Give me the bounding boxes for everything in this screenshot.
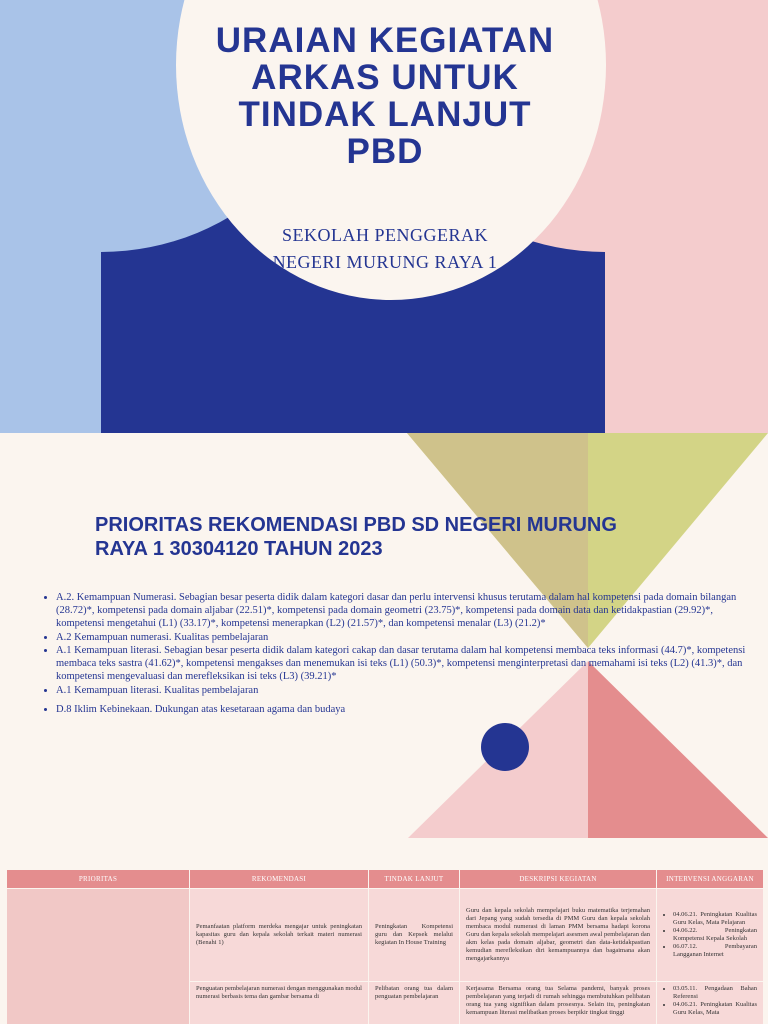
subtitle-line-1: SEKOLAH PENGGERAK — [282, 225, 488, 245]
priority-title: PRIORITAS REKOMENDASI PBD SD NEGERI MURUNG RAYA 1 30304120 TAHUN 2023 — [95, 514, 617, 560]
table-header-row — [7, 870, 763, 888]
priority-item: • A.2 Kemampuan numerasi. Kualitas pembelajaran — [56, 631, 761, 644]
priority-slide — [0, 433, 768, 863]
rekomendasi-cell: Penguatan pembelajaran numerasi dengan menggunakan modul numerasi berbasis tema dan gambar bersama di — [190, 982, 368, 1024]
pink-panel-right — [605, 0, 768, 433]
priority-item: • A.1 Kemampuan literasi. Sebagian besar peserta didik dalam kategori cakap dan dasar terutama dalam hal kompetensi membaca teks informasi (44.7)*, kompetensi membaca teks sastra (41.62)*, kompetensi mengakses dan menemukan isi teks (L1) (50.3)*, kompetensi menginterpretasi dan memahami isi teks (L2) (41.3)*, dan kompetensi mengevaluasi dan merefleksikan isi teks (L3) (39.21)* — [56, 644, 761, 684]
intervensi-item: • 04.06.21. Peningkatan Kualitas Guru Kelas, Mata Pelajaran — [673, 911, 757, 927]
activity-table — [6, 869, 764, 1024]
tindak-lanjut-cell: Peningkatan Kompetensi guru dan Kepsek melalui kegiatan In House Training — [369, 889, 459, 981]
rekomendasi-cell: Pemanfaatan platform merdeka mengajar untuk peningkatan kapasitas guru dan kepala sekolah terkait materi numerasi (Benahi 1) — [190, 889, 368, 981]
title-slide — [0, 0, 768, 433]
slide-subtitle — [200, 222, 570, 276]
header-rekomendasi: REKOMENDASI — [190, 870, 368, 888]
subtitle-line-2: NEGERI MURUNG RAYA 1 — [272, 252, 498, 272]
header-intervensi: INTERVENSI ANGGARAN — [657, 870, 763, 888]
intervensi-item: • 04.06.22. Peningkatan Kompetensi Kepala Sekolah — [673, 927, 757, 943]
header-tindak-lanjut: TINDAK LANJUT — [369, 870, 459, 888]
priority-item: • A.1 Kemampuan literasi. Kualitas pembelajaran — [56, 684, 761, 697]
intervensi-item: • 03.05.11. Pengadaan Bahan Referensi — [673, 985, 757, 1001]
tindak-lanjut-cell: Pelibatan orang tua dalam penguatan pembelajaran — [369, 982, 459, 1024]
slide-title: URAIAN KEGIATAN ARKAS UNTUK TINDAK LANJUT PBD — [215, 21, 555, 172]
blue-panel-left — [0, 0, 101, 433]
intervensi-cell — [657, 889, 763, 981]
priority-list — [38, 591, 761, 716]
intervensi-cell — [657, 982, 763, 1024]
priority-item: • D.8 Iklim Kebinekaan. Dukungan atas kesetaraan agama dan budaya — [56, 703, 761, 716]
header-deskripsi: DESKRIPSI KEGIATAN — [460, 870, 656, 888]
activity-table-slide — [0, 863, 768, 1024]
deskripsi-cell: Guru dan kepala sekolah mempelajari buku matematika terjemahan dari Jepang yang sudah tersedia di PMM Guru dan kepala sekolah membaca modul numerasi di laman PMM bersama hadapi korona Guru dan kepala sekolah mempelajari asesmen awal pembelajaran dan akm kelas pada domain aljabar, geometri dan data-ketidakpastian kemudian merefleksikan diri kemampuannya dan bagaimana akan mengajarkannya — [460, 889, 656, 981]
table-row — [7, 889, 763, 981]
navy-dot — [481, 723, 529, 771]
intervensi-item: • 06.07.12. Pembayaran Langganan Internet — [673, 943, 757, 959]
intervensi-item: • 04.06.21. Peningkatan Kualitas Guru Kelas, Mata — [673, 1001, 757, 1017]
priority-item: • A.2. Kemampuan Numerasi. Sebagian besar peserta didik dalam kategori dasar dan perlu intervensi khusus terutama dalam hal kompetensi pada domain bilangan (28.72)*, kompetensi pada domain aljabar (22.51)*, kompetensi pada domain geometri (23.75)*, kompetensi pada domain data dan ketidakpastian (29.92)*, kompetensi mengetahui (L1) (33.17)*, kompetensi menerapkan (L2) (21.57)*, dan kompetensi menalar (L3) (21.2)* — [56, 591, 761, 631]
header-prioritas: PRIORITAS — [7, 870, 189, 888]
deskripsi-cell: Kerjasama Bersama orang tua Selama pandemi, banyak proses pembelajaran yang terjadi di rumah sehingga membutuhkan pelibatan orang tua yang signifikan dalam prosesnya. Selain itu, peningkatan kemampuan literasi melibatkan proses berpikir tingkat tinggi — [460, 982, 656, 1024]
prioritas-cell — [7, 889, 189, 1024]
